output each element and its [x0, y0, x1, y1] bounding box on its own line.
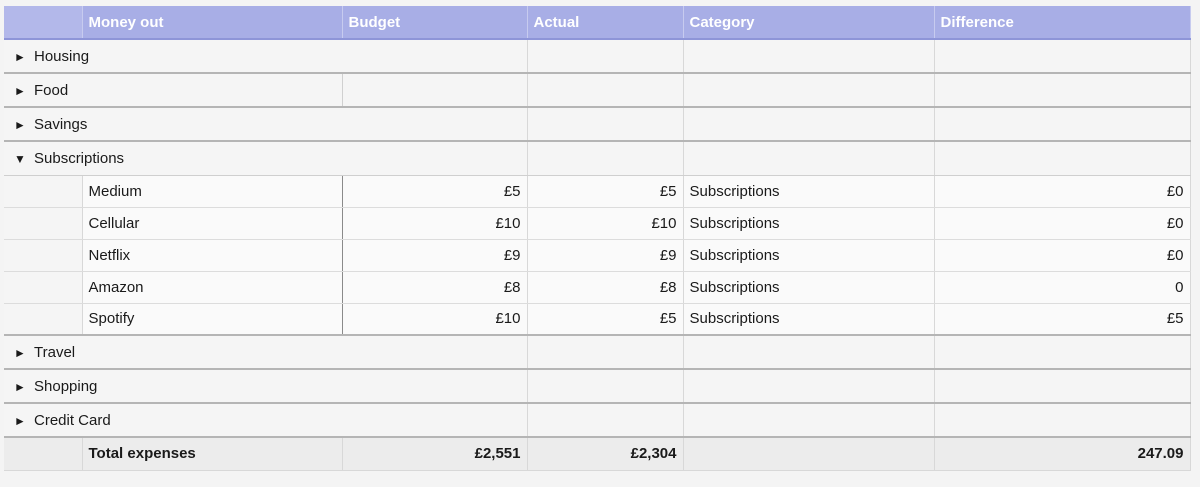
cell[interactable]	[82, 73, 342, 107]
group-row-credit-card[interactable]	[4, 403, 1190, 437]
group-label: Housing	[34, 47, 90, 65]
cell[interactable]	[934, 39, 1190, 73]
item-name-cell[interactable]: Amazon	[82, 271, 342, 303]
group-name-cell[interactable]	[4, 335, 342, 369]
group-row-subscriptions[interactable]	[4, 141, 1190, 175]
cell[interactable]	[683, 107, 934, 141]
group-label: Subscriptions	[34, 149, 125, 167]
group-name-cell[interactable]	[4, 141, 342, 175]
group-name-cell[interactable]	[4, 73, 82, 107]
table-row[interactable]	[4, 239, 1190, 271]
header-money-out[interactable]: Money out	[82, 6, 342, 39]
cell[interactable]	[934, 335, 1190, 369]
header-row	[4, 6, 1190, 39]
disclosure-collapsed-icon[interactable]: ►	[14, 117, 26, 132]
disclosure-collapsed-icon[interactable]: ►	[14, 83, 26, 98]
item-name-cell[interactable]: Spotify	[82, 303, 342, 335]
difference-cell[interactable]: £0	[934, 207, 1190, 239]
cell[interactable]	[934, 403, 1190, 437]
category-cell[interactable]: Subscriptions	[683, 175, 934, 207]
actual-cell[interactable]: £5	[527, 175, 683, 207]
group-name-cell[interactable]	[4, 403, 342, 437]
category-cell[interactable]: Subscriptions	[683, 207, 934, 239]
item-name-cell[interactable]: Medium	[82, 175, 342, 207]
total-difference-cell[interactable]: 247.09	[934, 437, 1190, 470]
category-cell[interactable]: Subscriptions	[683, 239, 934, 271]
total-label-cell[interactable]: Total expenses	[82, 437, 342, 470]
difference-cell[interactable]: £0	[934, 239, 1190, 271]
group-label: Food	[34, 81, 69, 99]
disclosure-collapsed-icon[interactable]: ►	[14, 49, 26, 64]
budget-table	[4, 6, 1191, 471]
table-row[interactable]	[4, 303, 1190, 335]
table-row[interactable]	[4, 175, 1190, 207]
cell[interactable]	[342, 141, 527, 175]
group-name-cell[interactable]	[4, 39, 342, 73]
table-row[interactable]	[4, 271, 1190, 303]
cell[interactable]	[342, 335, 527, 369]
cell[interactable]	[527, 39, 683, 73]
cell[interactable]	[342, 369, 527, 403]
budget-cell[interactable]: £5	[342, 175, 527, 207]
cell[interactable]	[527, 141, 683, 175]
item-name-cell[interactable]: Cellular	[82, 207, 342, 239]
cell[interactable]	[527, 335, 683, 369]
budget-cell[interactable]: £10	[342, 207, 527, 239]
cell[interactable]	[527, 369, 683, 403]
group-label: Credit Card	[34, 411, 111, 429]
cell[interactable]	[934, 107, 1190, 141]
cell[interactable]	[683, 39, 934, 73]
row-stub-cell[interactable]	[4, 239, 82, 271]
actual-cell[interactable]: £8	[527, 271, 683, 303]
cell[interactable]	[342, 107, 527, 141]
group-row-travel[interactable]	[4, 335, 1190, 369]
difference-cell[interactable]: £0	[934, 175, 1190, 207]
row-stub-cell[interactable]	[4, 437, 82, 470]
cell[interactable]	[527, 403, 683, 437]
header-stub-cell[interactable]	[4, 6, 82, 39]
cell[interactable]	[683, 369, 934, 403]
header-actual[interactable]: Actual	[527, 6, 683, 39]
cell[interactable]	[683, 403, 934, 437]
budget-cell[interactable]: £8	[342, 271, 527, 303]
actual-cell[interactable]: £10	[527, 207, 683, 239]
cell[interactable]	[342, 403, 527, 437]
group-name-cell[interactable]	[4, 107, 342, 141]
group-row-shopping[interactable]	[4, 369, 1190, 403]
cell[interactable]	[934, 141, 1190, 175]
header-budget[interactable]: Budget	[342, 6, 527, 39]
group-name-cell[interactable]	[4, 369, 342, 403]
item-name-cell[interactable]: Netflix	[82, 239, 342, 271]
disclosure-expanded-icon[interactable]: ▼	[14, 151, 26, 166]
table-row[interactable]	[4, 207, 1190, 239]
group-label: Savings	[34, 115, 88, 133]
total-category-cell[interactable]	[683, 437, 934, 470]
total-row[interactable]	[4, 437, 1190, 470]
total-budget-cell[interactable]: £2,551	[342, 437, 527, 470]
total-actual-cell[interactable]: £2,304	[527, 437, 683, 470]
disclosure-collapsed-icon[interactable]: ►	[14, 413, 26, 428]
header-category[interactable]: Category	[683, 6, 934, 39]
cell[interactable]	[342, 73, 527, 107]
group-row-food[interactable]	[4, 73, 1190, 107]
group-label: Travel	[34, 343, 76, 361]
disclosure-collapsed-icon[interactable]: ►	[14, 379, 26, 394]
group-label: Shopping	[34, 377, 98, 395]
budget-cell[interactable]: £10	[342, 303, 527, 335]
row-stub-cell[interactable]	[4, 271, 82, 303]
cell[interactable]	[934, 73, 1190, 107]
cell[interactable]	[683, 141, 934, 175]
cell[interactable]	[527, 107, 683, 141]
cell[interactable]	[527, 73, 683, 107]
header-difference[interactable]: Difference	[934, 6, 1190, 39]
actual-cell[interactable]: £5	[527, 303, 683, 335]
cell[interactable]	[342, 39, 527, 73]
cell[interactable]	[683, 73, 934, 107]
difference-cell[interactable]: 0	[934, 271, 1190, 303]
cell[interactable]	[934, 369, 1190, 403]
category-cell[interactable]: Subscriptions	[683, 271, 934, 303]
row-stub-cell[interactable]	[4, 207, 82, 239]
disclosure-collapsed-icon[interactable]: ►	[14, 345, 26, 360]
row-stub-cell[interactable]	[4, 303, 82, 335]
category-cell[interactable]: Subscriptions	[683, 303, 934, 335]
budget-cell[interactable]: £9	[342, 239, 527, 271]
cell[interactable]	[683, 335, 934, 369]
row-stub-cell[interactable]	[4, 175, 82, 207]
difference-cell[interactable]: £5	[934, 303, 1190, 335]
actual-cell[interactable]: £9	[527, 239, 683, 271]
group-row-savings[interactable]	[4, 107, 1190, 141]
group-row-housing[interactable]	[4, 39, 1190, 73]
